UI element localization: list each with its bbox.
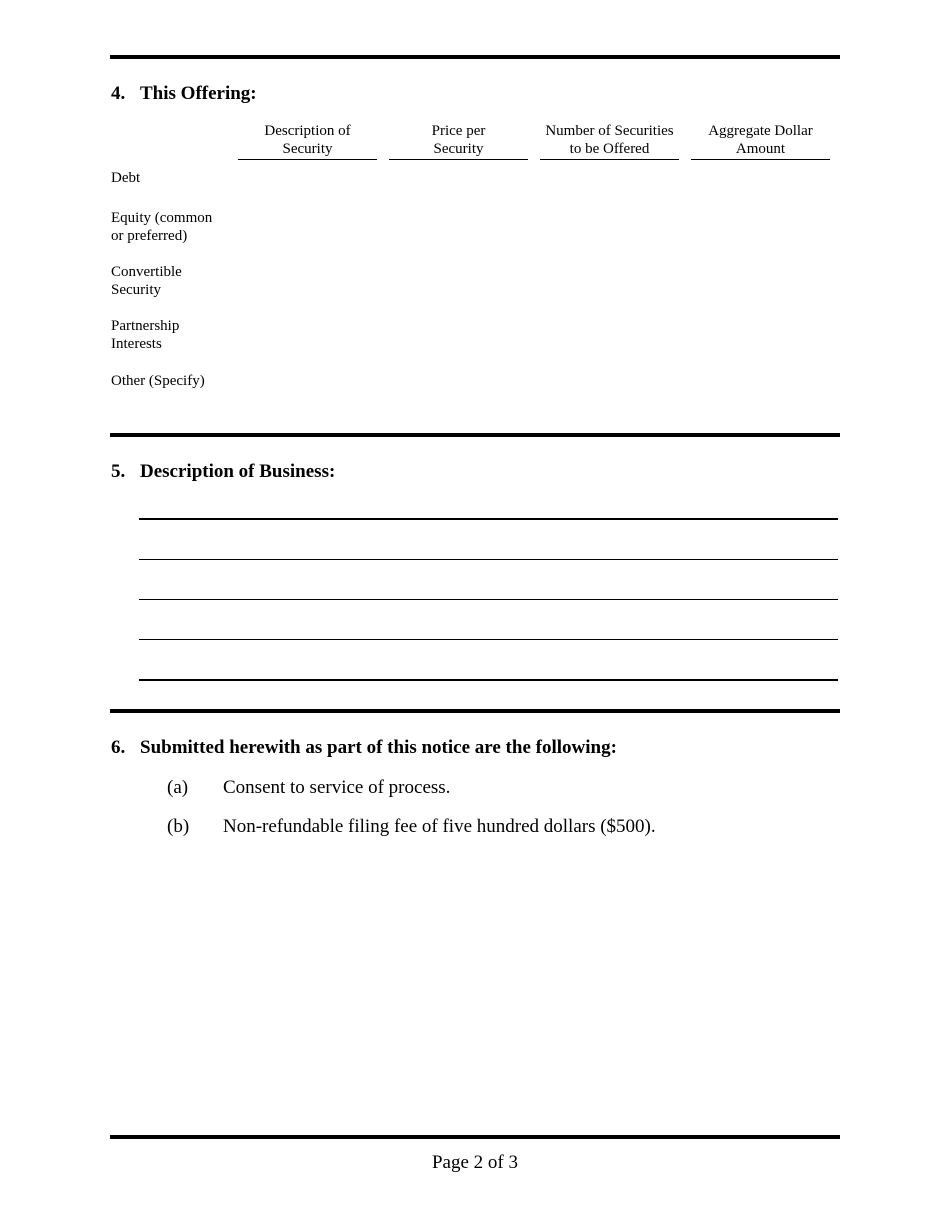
column-header-line: Amount	[735, 141, 786, 157]
row-label-line: Other (Specify)	[111, 373, 205, 389]
column-header-line: Number of Securities	[545, 123, 674, 139]
section-6-number: 6.	[111, 737, 126, 758]
section-divider	[110, 433, 840, 437]
row-label-partnership	[111, 317, 231, 353]
row-label-convertible	[111, 263, 231, 299]
column-header-line: Security	[433, 141, 484, 157]
column-header-line: Description of	[264, 123, 351, 139]
row-label-equity	[111, 209, 231, 245]
column-header-description	[238, 122, 377, 160]
column-header-number	[540, 122, 679, 160]
section-4-heading	[111, 83, 257, 105]
row-label-debt	[111, 169, 231, 187]
section-6-title: Submitted herewith as part of this notice are the following:	[140, 737, 617, 758]
section-divider	[110, 709, 840, 713]
section-5-title: Description of Business:	[140, 461, 336, 482]
list-item-letter: (b)	[167, 816, 190, 837]
column-header-line: Price per	[431, 123, 486, 139]
row-label-line: Convertible	[111, 264, 182, 280]
column-header-line: to be Offered	[569, 141, 650, 157]
footer-divider	[110, 1135, 840, 1139]
column-header-price	[389, 122, 528, 160]
list-item	[167, 777, 450, 799]
column-header-line: Aggregate Dollar	[708, 123, 813, 139]
business-description-line[interactable]	[139, 639, 838, 640]
top-divider	[110, 55, 840, 59]
row-label-line: Partnership	[111, 318, 180, 334]
section-4-title: This Offering:	[140, 83, 257, 104]
section-5-number: 5.	[111, 461, 126, 482]
row-label-line: Debt	[111, 170, 141, 186]
list-item-letter: (a)	[167, 777, 189, 798]
row-label-line: Equity (common	[111, 210, 213, 226]
list-item-text: Consent to service of process.	[223, 777, 451, 798]
column-header-aggregate	[691, 122, 830, 160]
row-label-line: Security	[111, 282, 161, 298]
business-description-line[interactable]	[139, 559, 838, 560]
list-item	[167, 816, 656, 838]
business-description-line[interactable]	[139, 679, 838, 681]
business-description-line[interactable]	[139, 518, 838, 520]
section-6-heading	[111, 737, 617, 759]
list-item-text: Non-refundable filing fee of five hundred dollars ($500).	[223, 816, 656, 837]
row-label-line: or preferred)	[111, 228, 188, 244]
row-label-line: Interests	[111, 336, 162, 352]
section-5-heading	[111, 461, 335, 483]
page-number: Page 2 of 3	[431, 1152, 518, 1173]
business-description-line[interactable]	[139, 599, 838, 600]
section-4-number: 4.	[111, 83, 126, 104]
row-label-other	[111, 372, 231, 390]
column-header-line: Security	[282, 141, 333, 157]
